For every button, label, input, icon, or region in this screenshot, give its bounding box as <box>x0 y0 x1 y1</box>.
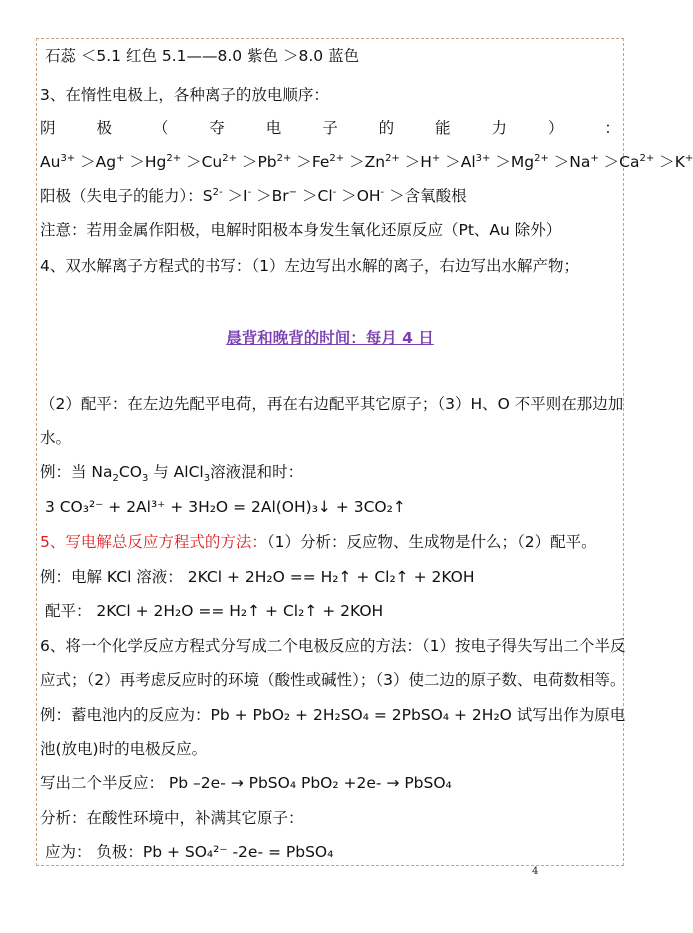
item4-line: 4、双水解离子方程式的书写：（1）左边写出水解的离子，右边写出水解产物； <box>40 257 579 275</box>
item4-cont-a: （2）配平：在左边先配平电荷，再在右边配平其它原子；（3）H、O 不平则在那边加 <box>40 395 624 413</box>
cation-na: Na+ <box>569 152 599 171</box>
cation-pb: $Pb^{2+}$ <box>257 152 292 171</box>
analysis-line: 分析：在酸性环境中，补满其它原子： <box>40 809 304 827</box>
cation-al: $Al^{3+}$ <box>460 152 491 171</box>
item6-line-a: 6、将一个化学反应方程式分写成二个电极反应的方法：（1）按电子得失写出二个半反 <box>40 637 626 655</box>
cathode-label-char: 电 <box>265 119 282 137</box>
cation-cu: $Cu^{2+}$ <box>201 152 237 171</box>
cathode-sequence: $Au^{3+} >Ag^+ >Hg^{2+} >Cu^{2+} >Pb^{2+} >Fe^{2+} >Zn^{2+} >H^+ >Al^{3+} >Mg^{2+} >Na^+ >Ca^{2+} >K^+$ <box>40 152 693 171</box>
equation1: 3 CO₃²⁻ + 2Al³⁺ + 3H₂O = 2Al(OH)₃↓ + 3CO₂↑ <box>44 498 406 516</box>
cathode-label-char: 阴 <box>40 119 56 137</box>
note-line: 注意：若用金属作阳极，电解时阳极本身发生氧化还原反应（Pt、Au 除外） <box>40 221 562 239</box>
item4-cont-b: 水。 <box>40 429 72 447</box>
balance-line: 配平： 2KCl + 2H₂O == H₂↑ + Cl₂↑ + 2KOH <box>44 602 384 620</box>
example3-line-b: 池(放电)时的电极反应。 <box>40 740 208 758</box>
anion-br: Br− <box>271 186 298 205</box>
cathode-label-char: 能 <box>435 119 451 137</box>
item3-title: 3、在惰性电极上，各种离子的放电顺序： <box>40 86 329 104</box>
half-reactions-line: 写出二个半反应： Pb –2e- → PbSO₄ PbO₂ +2e- → PbSO₄ <box>40 774 452 792</box>
item5-line: 5、写电解总反应方程式的方法：（1）分析：反应物、生成物是什么；（2）配平。 <box>40 533 597 551</box>
anode-sequence: 阳极（失电子的能力）：$S^{2-} >I^- >Br^- >Cl^- >OH^-$ ＞含氧酸根 <box>40 186 467 205</box>
cathode-label-char: 子 <box>322 119 338 137</box>
example2-line: 例：电解 KCl 溶液： 2KCl + 2H₂O == H₂↑ + Cl₂↑ + 2KOH <box>40 568 475 586</box>
cation-mg: $Mg^{2+}$ <box>510 152 549 171</box>
cathode-label-char: 的 <box>378 119 395 137</box>
cathode-label-char: （ <box>152 119 169 137</box>
cathode-label-char: 极 <box>96 119 112 137</box>
example1-line: 例：当 $Na_2CO_3$ 与 AlCl$_3$溶液混和时： <box>40 463 304 485</box>
page-number: 4 <box>532 866 539 877</box>
cathode-label-char: 夺 <box>209 119 225 137</box>
cathode-label-char: ： <box>604 119 620 137</box>
cation-fe: $Fe^{2+}$ <box>311 152 345 171</box>
cation-ca: $Ca^{2+}$ <box>619 152 655 171</box>
should-be-line: 应为： 负极：Pb + SO₄²⁻ -2e- = PbSO₄ <box>44 843 334 861</box>
cation-h: H+ <box>420 152 441 171</box>
item5-title: 5、写电解总反应方程式的方法： <box>40 533 267 551</box>
cation-hg: $Hg^{2+}$ <box>144 152 182 171</box>
item6-line-b: 应式；（2）再考虑反应时的环境（酸性或碱性）；（3）使二边的原子数、电荷数相等。 <box>40 671 626 689</box>
cathode-label <box>40 118 620 138</box>
anion-s: $S^{2-}$ <box>202 186 223 205</box>
litmus-line: 石蕊 ＜5.1 红色 5.1——8.0 紫色 ＞8.0 蓝色 <box>44 47 360 65</box>
anion-cl: Cl- <box>317 186 337 205</box>
example3-line-a: 例：蓄电池内的反应为：Pb + PbO₂ + 2H₂SO₄ = 2PbSO₄ + 2H₂O 试写出作为原电 <box>40 706 626 724</box>
cathode-label-char: ） <box>547 119 564 137</box>
cation-ag: Ag+ <box>95 152 125 171</box>
cation-k: K+ <box>674 152 693 171</box>
anion-i: I- <box>243 186 252 205</box>
banner-title: 晨背和晚背的时间：每月 4 日 <box>226 329 434 347</box>
anion-oh: OH- <box>356 186 385 205</box>
cation-au: $Au^{3+}$ <box>40 152 76 171</box>
cation-zn: $Zn^{2+}$ <box>364 152 400 171</box>
cathode-label-char: 力 <box>491 119 508 137</box>
